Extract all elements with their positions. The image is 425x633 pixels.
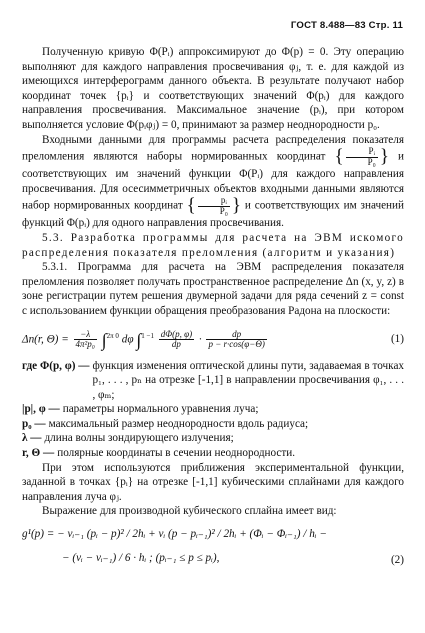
text-input-data-c: и соответствующих им значений функций Φ(pᵢ) для одного направления просвечивания. — [22, 199, 405, 230]
definition-p0: p₀ — максимальный размер неоднородности вдоль радиуса; — [22, 417, 309, 430]
definitions-list — [22, 359, 404, 461]
paragraph-derivative: Выражение для производной кубического сплайна имеет вид: — [42, 505, 337, 518]
brace-right: } — [379, 146, 389, 168]
paragraph-splines: При этом используются приближения экспериментальной функции, заданной в точках {pᵢ} на отрезке [-1,1] кубическими сплайнами для каждого направления луча φⱼ. — [22, 461, 404, 503]
definition-lambda: λ — длина волны зондирующего излучения; — [22, 432, 234, 445]
equation-number-1: (1) — [390, 332, 404, 345]
document-body — [22, 45, 404, 571]
normalized-coordinate-fraction-2: $\frac{\text{pᵢ}}{\text{P₀}}$ — [198, 196, 230, 216]
formula-radon-inversion: Δn(r, Θ) = $\frac{-\lambda}{\text{4π²p₀}}$ ∫$^{2\pi 0}$ dφ ∫$^{1 -1}$ $\frac{d\Phi(p, \varphi)}{dp}$ · $\frac{dp}{p - r\cdot\cos(\varphi-\Theta)}$ (1) — [22, 328, 404, 350]
paragraph-5-3-1: 5.3.1. Программа для расчета на ЭВМ распределения показателя преломления позволяет получать пространственное распределение Δn (x, y, z) в зоне регистрации путем решения двумерной задачи для ряда сечений z = const с использованием функции обращения преобразования Радона на плоскости: — [22, 261, 404, 317]
brace-left: { — [334, 146, 344, 168]
normalized-coordinate-fraction: $\frac{\text{Pᵢ}}{\text{P₀}}$ — [346, 147, 378, 167]
definition-phi: где Φ(p, φ) — функция изменения оптической длины пути, задаваемая в точках p₁, . . . , pₙ на отрезке [-1,1] в направлении просвечивания φ₁, . . . , φₘ; — [22, 359, 404, 401]
text-input-data-b: и соответствующих им значений функции Φ(Pᵢ) для каждого направления просвечивания. Для осесимметричных объектов входными данными являются набор нормированных координат — [22, 150, 405, 212]
formula-spline-derivative — [22, 523, 404, 567]
paragraph-approximation: Полученную кривую Φ(Pᵢ) аппроксимируют до Φ(p) = 0. Эту операцию выполняют для каждого направления просвечивания φⱼ, т. е. для каждой из имеющихся интерферограмм данного объекта. В результате получают набор координат точек {pᵢ} и соответствующих значений Φ(pᵢ) для каждого направления просвечивания. Максимальное значение (pᵢ), при котором выполняется условие Φ(pᵢφⱼ) = 0, принимают за размер неоднородности p₀. — [22, 46, 404, 131]
section-heading-5-3: 5.3. Разработка программы для расчета на ЭВМ искомого распределения показателя преломления (алгоритм и указания) — [22, 231, 404, 259]
text-input-data-a: Входными данными для программы расчета распределения показателя преломления являются наборы нормированных координат — [22, 133, 404, 163]
formula-2-line-2: − (vᵢ − vᵢ₋₁) / 6 · hᵢ ; (pᵢ₋₁ ≤ p ≤ pᵢ), — [62, 552, 220, 565]
formula-2-line-1: g¹(p) = − vᵢ₋₁ (pᵢ − p)² / 2hᵢ + vᵢ (p − pᵢ₋₁)² / 2hᵢ + (Φᵢ − Φᵢ₋₁) / hᵢ − — [22, 528, 327, 541]
definition-r-theta: r, Θ — полярные координаты в сечении неоднородности. — [22, 447, 296, 460]
definition-p-phi: |p|, φ — параметры нормального уравнения луча; — [22, 403, 259, 416]
page-header: ГОСТ 8.488—83 Стр. 11 — [290, 20, 403, 31]
equation-number-2: (2) — [390, 554, 404, 567]
paragraph-input-data: Входными данными для программы расчета распределения показателя преломления являются наборы нормированных координат { $\frac{\text{Pᵢ}}{\text{P₀}}$ } и соответствующих им значений функции Φ(Pᵢ) для каждого направления просвечивания. Для осесимметричных объектов входными данными являются набор нормированных координат { $\frac{\text{pᵢ}}{\text{P₀}}$ } и соответствующих им значений функций Φ(pᵢ) для одного направления просвечивания. — [22, 133, 405, 230]
